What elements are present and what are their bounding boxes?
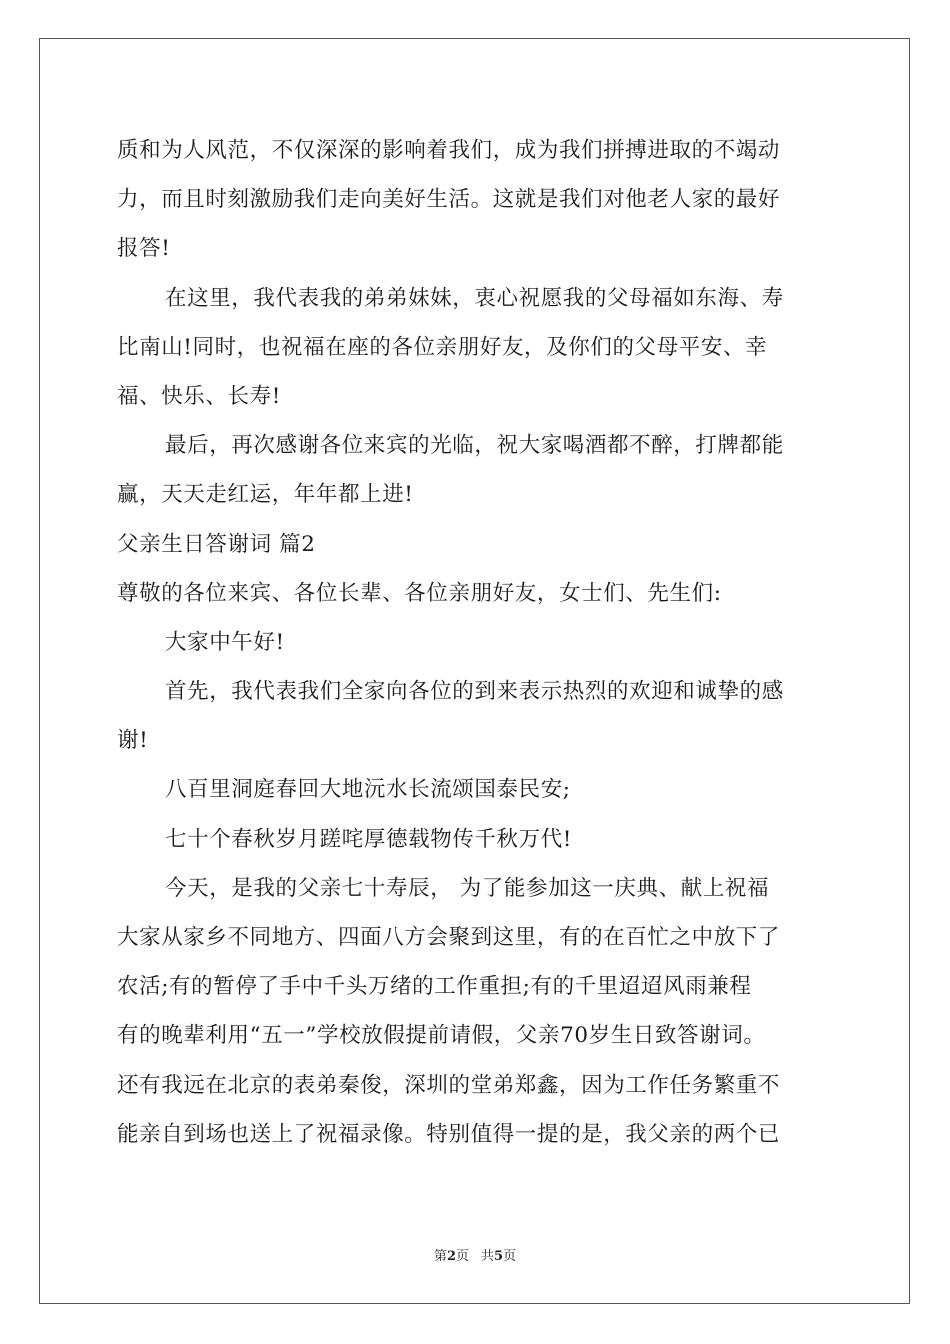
paragraph-line: 还有我远在北京的表弟秦俊，深圳的堂弟郑鑫，因为工作任务繁重不	[117, 1072, 781, 1098]
greeting-line: 大家中午好!	[165, 629, 285, 655]
paragraph-line: 谢!	[117, 728, 149, 754]
paragraph-line: 大家从家乡不同地方、四面八方会聚到这里，有的在百忙之中放下了	[117, 925, 781, 950]
paragraph-line: 能亲自到场也送上了祝福录像。特别值得一提的是，我父亲的两个已	[117, 1121, 781, 1147]
paragraph-line: 比南山!同时，也祝福在座的各位亲朋好友，及你们的父母平安、幸	[117, 334, 768, 360]
couplet-line: 八百里洞庭春回大地沅水长流颂国泰民安;	[165, 777, 571, 803]
paragraph-line: 有的晚辈利用“五一”学校放假提前请假，父亲70岁生日致答谢词。	[117, 1023, 766, 1049]
paragraph-line: 首先，我代表我们全家向各位的到来表示热烈的欢迎和诚挚的感	[165, 679, 784, 705]
salutation-line: 尊敬的各位来宾、各位长辈、各位亲朋好友，女士们、先生们:	[117, 580, 722, 606]
paragraph-line: 报答!	[117, 236, 171, 262]
paragraph-line: 质和为人风范，不仅深深的影响着我们，成为我们拼搏进取的不竭动	[117, 138, 781, 163]
section-heading: 父亲生日答谢词 篇2	[117, 531, 316, 557]
total-label: 页	[503, 1249, 517, 1264]
paragraph-line: 在这里，我代表我的弟弟妹妹，衷心祝愿我的父母福如东海、寿	[165, 285, 784, 311]
paragraph-line: 赢，天天走红运，年年都上进!	[117, 482, 414, 508]
page-label: 页	[455, 1249, 469, 1264]
total-page-number: 5	[494, 1249, 504, 1264]
current-page-number: 2	[446, 1249, 456, 1264]
page-footer	[0, 1248, 950, 1266]
paragraph-line: 农活;有的暂停了手中千头万绪的工作重担;有的千里迢迢风雨兼程	[117, 974, 752, 1000]
document-body	[117, 126, 837, 1159]
paragraph-line: 力，而且时刻激励我们走向美好生活。这就是我们对他老人家的最好	[117, 187, 781, 213]
page-prefix: 第	[433, 1249, 447, 1264]
couplet-line: 七十个春秋岁月蹉咤厚德载物传千秋万代!	[165, 826, 573, 852]
total-prefix: 共	[481, 1249, 495, 1264]
paragraph-line: 福、快乐、长寿!	[117, 383, 281, 409]
paragraph-line: 今天，是我的父亲七十寿辰， 为了能参加这一庆典、献上祝福	[165, 875, 770, 901]
paragraph-line: 最后，再次感谢各位来宾的光临，祝大家喝酒都不醉，打牌都能	[165, 433, 784, 459]
